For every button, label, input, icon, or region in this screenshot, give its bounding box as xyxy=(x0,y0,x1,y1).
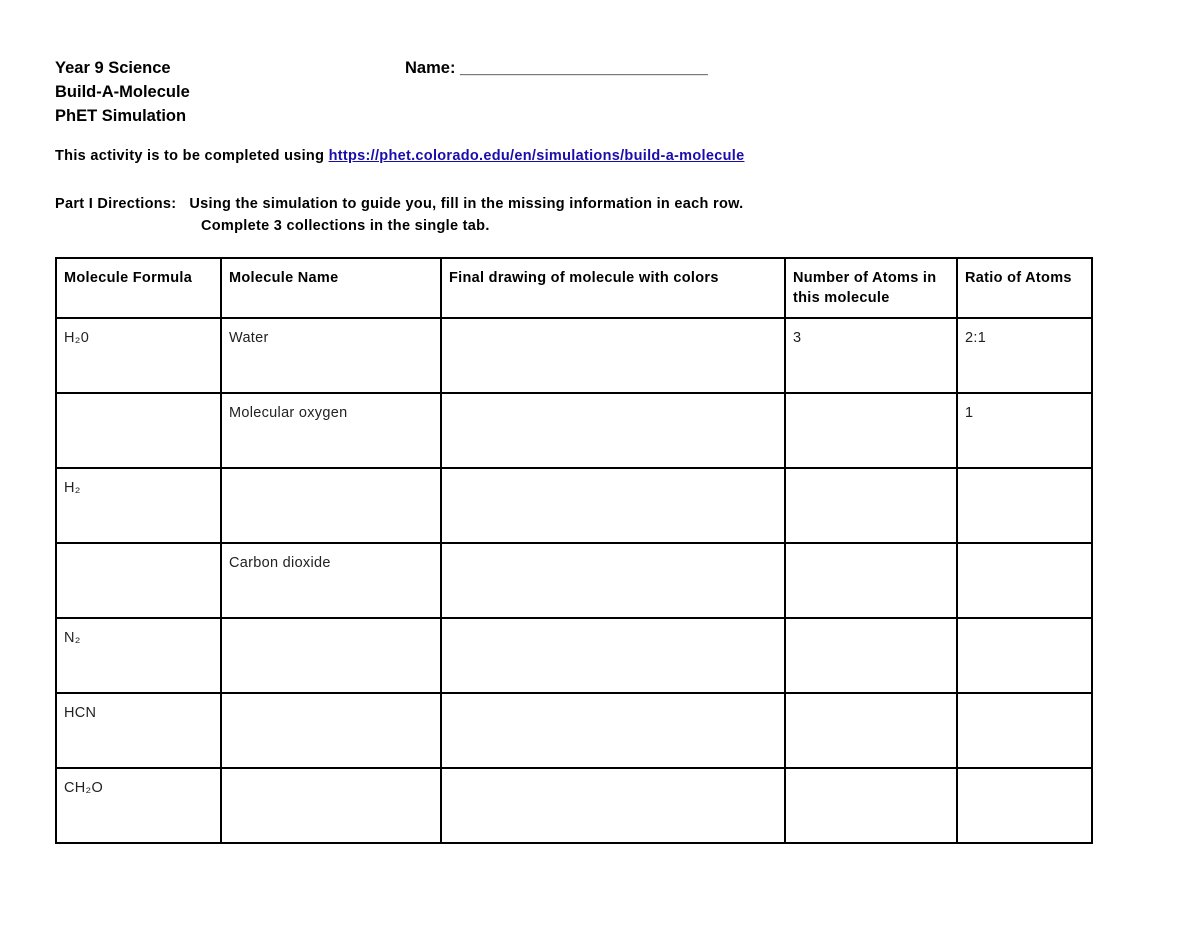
simulation-link[interactable]: https://phet.colorado.edu/en/simulations/build-a-molecule xyxy=(328,148,745,164)
name-cell[interactable]: Carbon dioxide xyxy=(221,543,441,618)
ratio-cell[interactable] xyxy=(957,543,1092,618)
name-cell[interactable] xyxy=(221,468,441,543)
topic-title: Build-A-Molecule xyxy=(55,83,190,101)
header-molecule-name: Molecule Name xyxy=(221,258,441,318)
name-cell[interactable] xyxy=(221,768,441,843)
table-header-row xyxy=(56,258,1092,318)
formula-cell[interactable]: N₂ xyxy=(56,618,221,693)
table-row xyxy=(56,318,1092,393)
formula-cell[interactable]: HCN xyxy=(56,693,221,768)
atom-count-cell[interactable] xyxy=(785,618,957,693)
header-ratio-of-atoms: Ratio of Atoms xyxy=(957,258,1092,318)
table-row xyxy=(56,468,1092,543)
atom-count-cell[interactable] xyxy=(785,693,957,768)
drawing-cell[interactable] xyxy=(441,618,785,693)
subtitle: PhET Simulation xyxy=(55,107,187,125)
ratio-cell[interactable]: 2:1 xyxy=(957,318,1092,393)
drawing-cell[interactable] xyxy=(441,318,785,393)
table-row xyxy=(56,618,1092,693)
atom-count-cell[interactable] xyxy=(785,543,957,618)
drawing-cell[interactable] xyxy=(441,543,785,618)
header-number-of-atoms: Number of Atoms in this molecule xyxy=(785,258,957,318)
name-cell[interactable]: Molecular oxygen xyxy=(221,393,441,468)
name-cell[interactable]: Water xyxy=(221,318,441,393)
name-field[interactable]: Name: ___________________________ xyxy=(405,59,708,77)
atom-count-cell[interactable] xyxy=(785,468,957,543)
activity-instructions xyxy=(55,148,744,164)
formula-cell[interactable] xyxy=(56,393,221,468)
table-row xyxy=(56,768,1092,843)
ratio-cell[interactable] xyxy=(957,618,1092,693)
ratio-cell[interactable]: 1 xyxy=(957,393,1092,468)
ratio-cell[interactable] xyxy=(957,693,1092,768)
formula-cell[interactable]: CH₂O xyxy=(56,768,221,843)
drawing-cell[interactable] xyxy=(441,768,785,843)
directions-line-1: Part I Directions: Using the simulation to guide you, fill in the missing information in each row. xyxy=(55,196,744,212)
formula-cell[interactable] xyxy=(56,543,221,618)
name-cell[interactable] xyxy=(221,693,441,768)
header-final-drawing: Final drawing of molecule with colors xyxy=(441,258,785,318)
drawing-cell[interactable] xyxy=(441,393,785,468)
table-row xyxy=(56,693,1092,768)
directions-line-2: Complete 3 collections in the single tab. xyxy=(201,218,490,234)
atom-count-cell[interactable] xyxy=(785,393,957,468)
header-molecule-formula: Molecule Formula xyxy=(56,258,221,318)
atom-count-cell[interactable]: 3 xyxy=(785,318,957,393)
formula-cell[interactable]: H₂ xyxy=(56,468,221,543)
activity-prefix: This activity is to be completed using xyxy=(55,148,329,164)
atom-count-cell[interactable] xyxy=(785,768,957,843)
drawing-cell[interactable] xyxy=(441,693,785,768)
table-row xyxy=(56,543,1092,618)
table-row xyxy=(56,393,1092,468)
drawing-cell[interactable] xyxy=(441,468,785,543)
ratio-cell[interactable] xyxy=(957,768,1092,843)
molecule-table xyxy=(55,257,1093,844)
header-block xyxy=(55,56,190,128)
directions xyxy=(55,193,743,237)
formula-cell[interactable]: H₂0 xyxy=(56,318,221,393)
ratio-cell[interactable] xyxy=(957,468,1092,543)
course-title: Year 9 Science xyxy=(55,59,171,77)
name-cell[interactable] xyxy=(221,618,441,693)
